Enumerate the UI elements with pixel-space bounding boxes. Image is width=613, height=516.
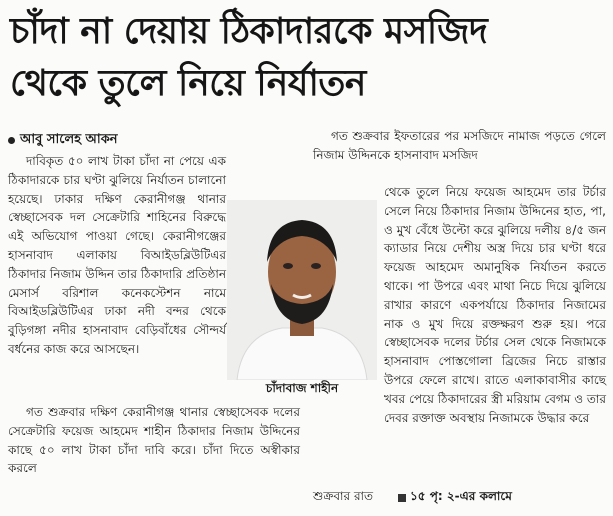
portrait-photo [227, 200, 377, 380]
paragraph-1: দাবিকৃত ৫০ লাখ টাকা চাঁদা না পেয়ে এক ঠিকাদারকে চার ঘণ্টা ঝুলিয়ে নির্যাতন চালানো হয়েছে। ঢাকার দক্ষিণ কেরানীগঞ্জ থানার স্বেচ্ছাসেবক দল সেক্রেটারি শাহিনের বিরুদ্ধে এই অভিযোগ পাওয়া গেছে। কেরানীগঞ্জের হাসনাবাদ এলাকায় বিআইডব্লিউটিএর ঠিকাদার নিজাম উদ্দিন তার ঠিকাদারি প্রতিষ্ঠান মেসার্স বরিশাল কনেকস্টেশন নামে বিআইডব্লিউটিএর ঢাকা নদী বন্দর থেকে বুড়িগঙ্গা নদীর হাসনাবাদ বেড়িবাঁধের সৌন্দর্য বর্ধনের কাজ করে আসছেন। [8, 154, 226, 356]
continuation-text: ১৫ পৃ: ২-এর কলামে [410, 489, 512, 503]
continuation-note [398, 488, 512, 508]
column-2-body: থেকে তুলে নিয়ে ফয়েজ আহমেদ তার টর্চার সেলে নিয়ে ঠিকাদার নিজাম উদ্দিনের হাত, পা, ও মুখ বেঁধে উল্টো করে ঝুলিয়ে দলীয় ৪/৫ জন ক্যাডার নিয়ে দেশীয় অস্ত্র দিয়ে চার ঘণ্টা ধরে ফয়েজ আহমেদ অমানুষিক নির্যাতন করতে থাকে। পা উপরে এবং মাথা নিচে দিয়ে ঝুলিয়ে রাখার কারণে একপর্যায়ে ঠিকাদার নিজামের নাক ও মুখ দিয়ে রক্তক্ষরণ শুরু হয়। পরে স্বেচ্ছাসেবক দলের টর্চার সেল থেকে নিজামকে হাসনাবাদ পোস্তগোলা ব্রিজের নিচে রাস্তার উপরে ফেলে রাখে। রাতে এলাকাবাসীর কাছে খবর পেয়ে ঠিকাদারের স্ত্রী মরিয়াম বেগম ও তার দেবর রক্তাক্ত অবস্থায় নিজামকে উদ্ধার করে [384, 185, 606, 425]
photo-caption: চাঁদাবাজ শাহীন [265, 381, 339, 395]
headline-line-2: থেকে তুলে নিয়ে নির্যাতন [10, 63, 366, 104]
article-column-1 [8, 152, 226, 359]
article-column-2 [384, 183, 606, 427]
paragraph-2: গত শুক্রবার দক্ষিণ কেরানীগঞ্জ থানার স্বেচ্ছাসেবক দলের সেক্রেটারি ফয়েজ আহমেদ শাহীন ঠিকাদার নিজাম উদ্দিনের কাছে ৫০ লাখ টাকা চাঁদা দাবি করে। চাঁদা দিতে অস্বীকার করলে [8, 405, 300, 476]
headline [10, 6, 606, 110]
headline-line-1: চাঁদা না দেয়ায় ঠিকাদারকে মসজিদ [10, 11, 488, 52]
bullet-icon [8, 137, 15, 144]
article-column-1-bottom [8, 403, 300, 478]
article-column-2-top [313, 127, 606, 165]
byline [8, 130, 118, 151]
author-name: আবু সালেহ আকন [20, 132, 118, 147]
column-2-intro: গত শুক্রবার ইফতারের পর মসজিদে নামাজ পড়তে গেলে নিজাম উদ্দিনকে হাসনাবাদ মসজিদ [313, 129, 606, 162]
portrait-illustration [227, 200, 377, 380]
square-bullet-icon [398, 494, 406, 502]
last-line: শুক্রবার রাত [313, 489, 374, 503]
